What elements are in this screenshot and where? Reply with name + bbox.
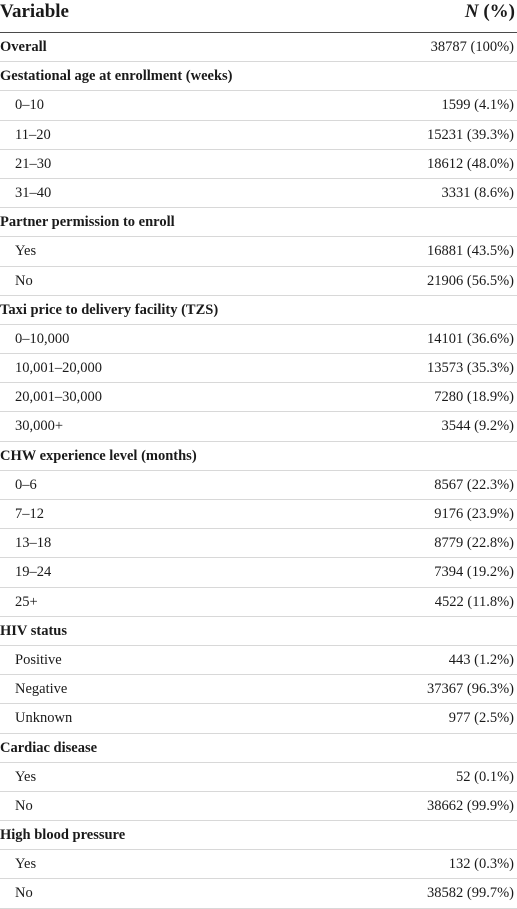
table-row [0, 121, 517, 150]
table-row [0, 763, 517, 792]
section-row [0, 208, 517, 237]
column-header-variable: Variable [0, 1, 69, 22]
row-value: 7280 (18.9%) [434, 389, 514, 406]
row-label: No [15, 272, 33, 289]
section-label: Taxi price to delivery facility (TZS) [0, 301, 219, 318]
n-symbol: N [464, 1, 479, 22]
table-row [0, 704, 517, 733]
section-row [0, 617, 517, 646]
row-value: 3544 (9.2%) [441, 418, 514, 435]
row-value: 13573 (35.3%) [427, 360, 514, 377]
table-row [0, 850, 517, 879]
section-label: Cardiac disease [0, 739, 98, 756]
row-value: 16881 (43.5%) [427, 243, 514, 260]
table-row [0, 354, 517, 383]
row-label: 21–30 [15, 155, 52, 172]
row-value: 977 (2.5%) [448, 710, 514, 727]
column-header-n-percent [465, 1, 515, 23]
table-row [0, 500, 517, 529]
row-label: 20,001–30,000 [15, 389, 102, 406]
row-label: Positive [15, 651, 62, 668]
percent-suffix: (%) [478, 1, 515, 22]
row-label: 19–24 [15, 564, 52, 581]
row-value: 14101 (36.6%) [427, 330, 514, 347]
section-row [0, 296, 517, 325]
section-label: Partner permission to enroll [0, 214, 175, 231]
row-label: 25+ [15, 593, 38, 610]
row-value: 443 (1.2%) [448, 651, 514, 668]
section-row [0, 442, 517, 471]
table-row [0, 529, 517, 558]
row-value: 15231 (39.3%) [427, 126, 514, 143]
row-value: 18612 (48.0%) [427, 155, 514, 172]
row-value: 37367 (96.3%) [427, 681, 514, 698]
row-label: No [15, 885, 33, 902]
section-label: High blood pressure [0, 827, 126, 844]
section-label: Overall [0, 39, 47, 55]
row-label: 31–40 [15, 184, 52, 201]
row-value: 132 (0.3%) [448, 856, 514, 873]
section-row [0, 734, 517, 763]
table-row [0, 91, 517, 120]
table-row [0, 646, 517, 675]
row-label: Negative [15, 681, 68, 698]
row-value: 52 (0.1%) [456, 768, 514, 785]
row-value: 1599 (4.1%) [441, 97, 514, 114]
table-row [0, 267, 517, 296]
row-label: 11–20 [15, 126, 51, 143]
row-value: 7394 (19.2%) [434, 564, 514, 581]
table-row [0, 879, 517, 908]
table-row [0, 792, 517, 821]
row-label: 7–12 [15, 506, 44, 522]
row-value: 8567 (22.3%) [434, 476, 514, 493]
row-value: 4522 (11.8%) [434, 593, 514, 610]
row-label: Yes [15, 243, 37, 260]
row-label: No [15, 797, 33, 814]
section-row [0, 62, 517, 91]
row-label: 30,000+ [15, 418, 64, 435]
table-row [0, 471, 517, 500]
table-row [0, 588, 517, 617]
row-label: Yes [15, 768, 37, 785]
row-label: Unknown [15, 710, 73, 727]
row-value: 38787 (100%) [430, 39, 514, 55]
row-label: 0–10,000 [15, 330, 70, 347]
table-row [0, 383, 517, 412]
row-label: 10,001–20,000 [15, 360, 102, 377]
row-label: 13–18 [15, 535, 52, 552]
table-body [0, 33, 517, 909]
row-value: 38662 (99.9%) [427, 797, 514, 814]
section-label: Gestational age at enrollment (weeks) [0, 68, 233, 85]
table-row [0, 150, 517, 179]
section-row [0, 821, 517, 850]
row-value: 8779 (22.8%) [434, 535, 514, 552]
row-label: 0–6 [15, 476, 37, 493]
table-header [0, 0, 517, 33]
table-row [0, 179, 517, 208]
row-value: 21906 (56.5%) [427, 272, 514, 289]
row-label: 0–10 [15, 97, 44, 114]
table-row [0, 558, 517, 587]
row-value: 3331 (8.6%) [441, 184, 514, 201]
section-row [0, 33, 517, 62]
table-row [0, 325, 517, 354]
table-row [0, 675, 517, 704]
table-row [0, 412, 517, 441]
section-label: HIV status [0, 622, 68, 639]
row-value: 9176 (23.9%) [434, 506, 514, 522]
table-row [0, 237, 517, 266]
row-label: Yes [15, 856, 37, 873]
section-label: CHW experience level (months) [0, 447, 197, 464]
row-value: 38582 (99.7%) [427, 885, 514, 902]
